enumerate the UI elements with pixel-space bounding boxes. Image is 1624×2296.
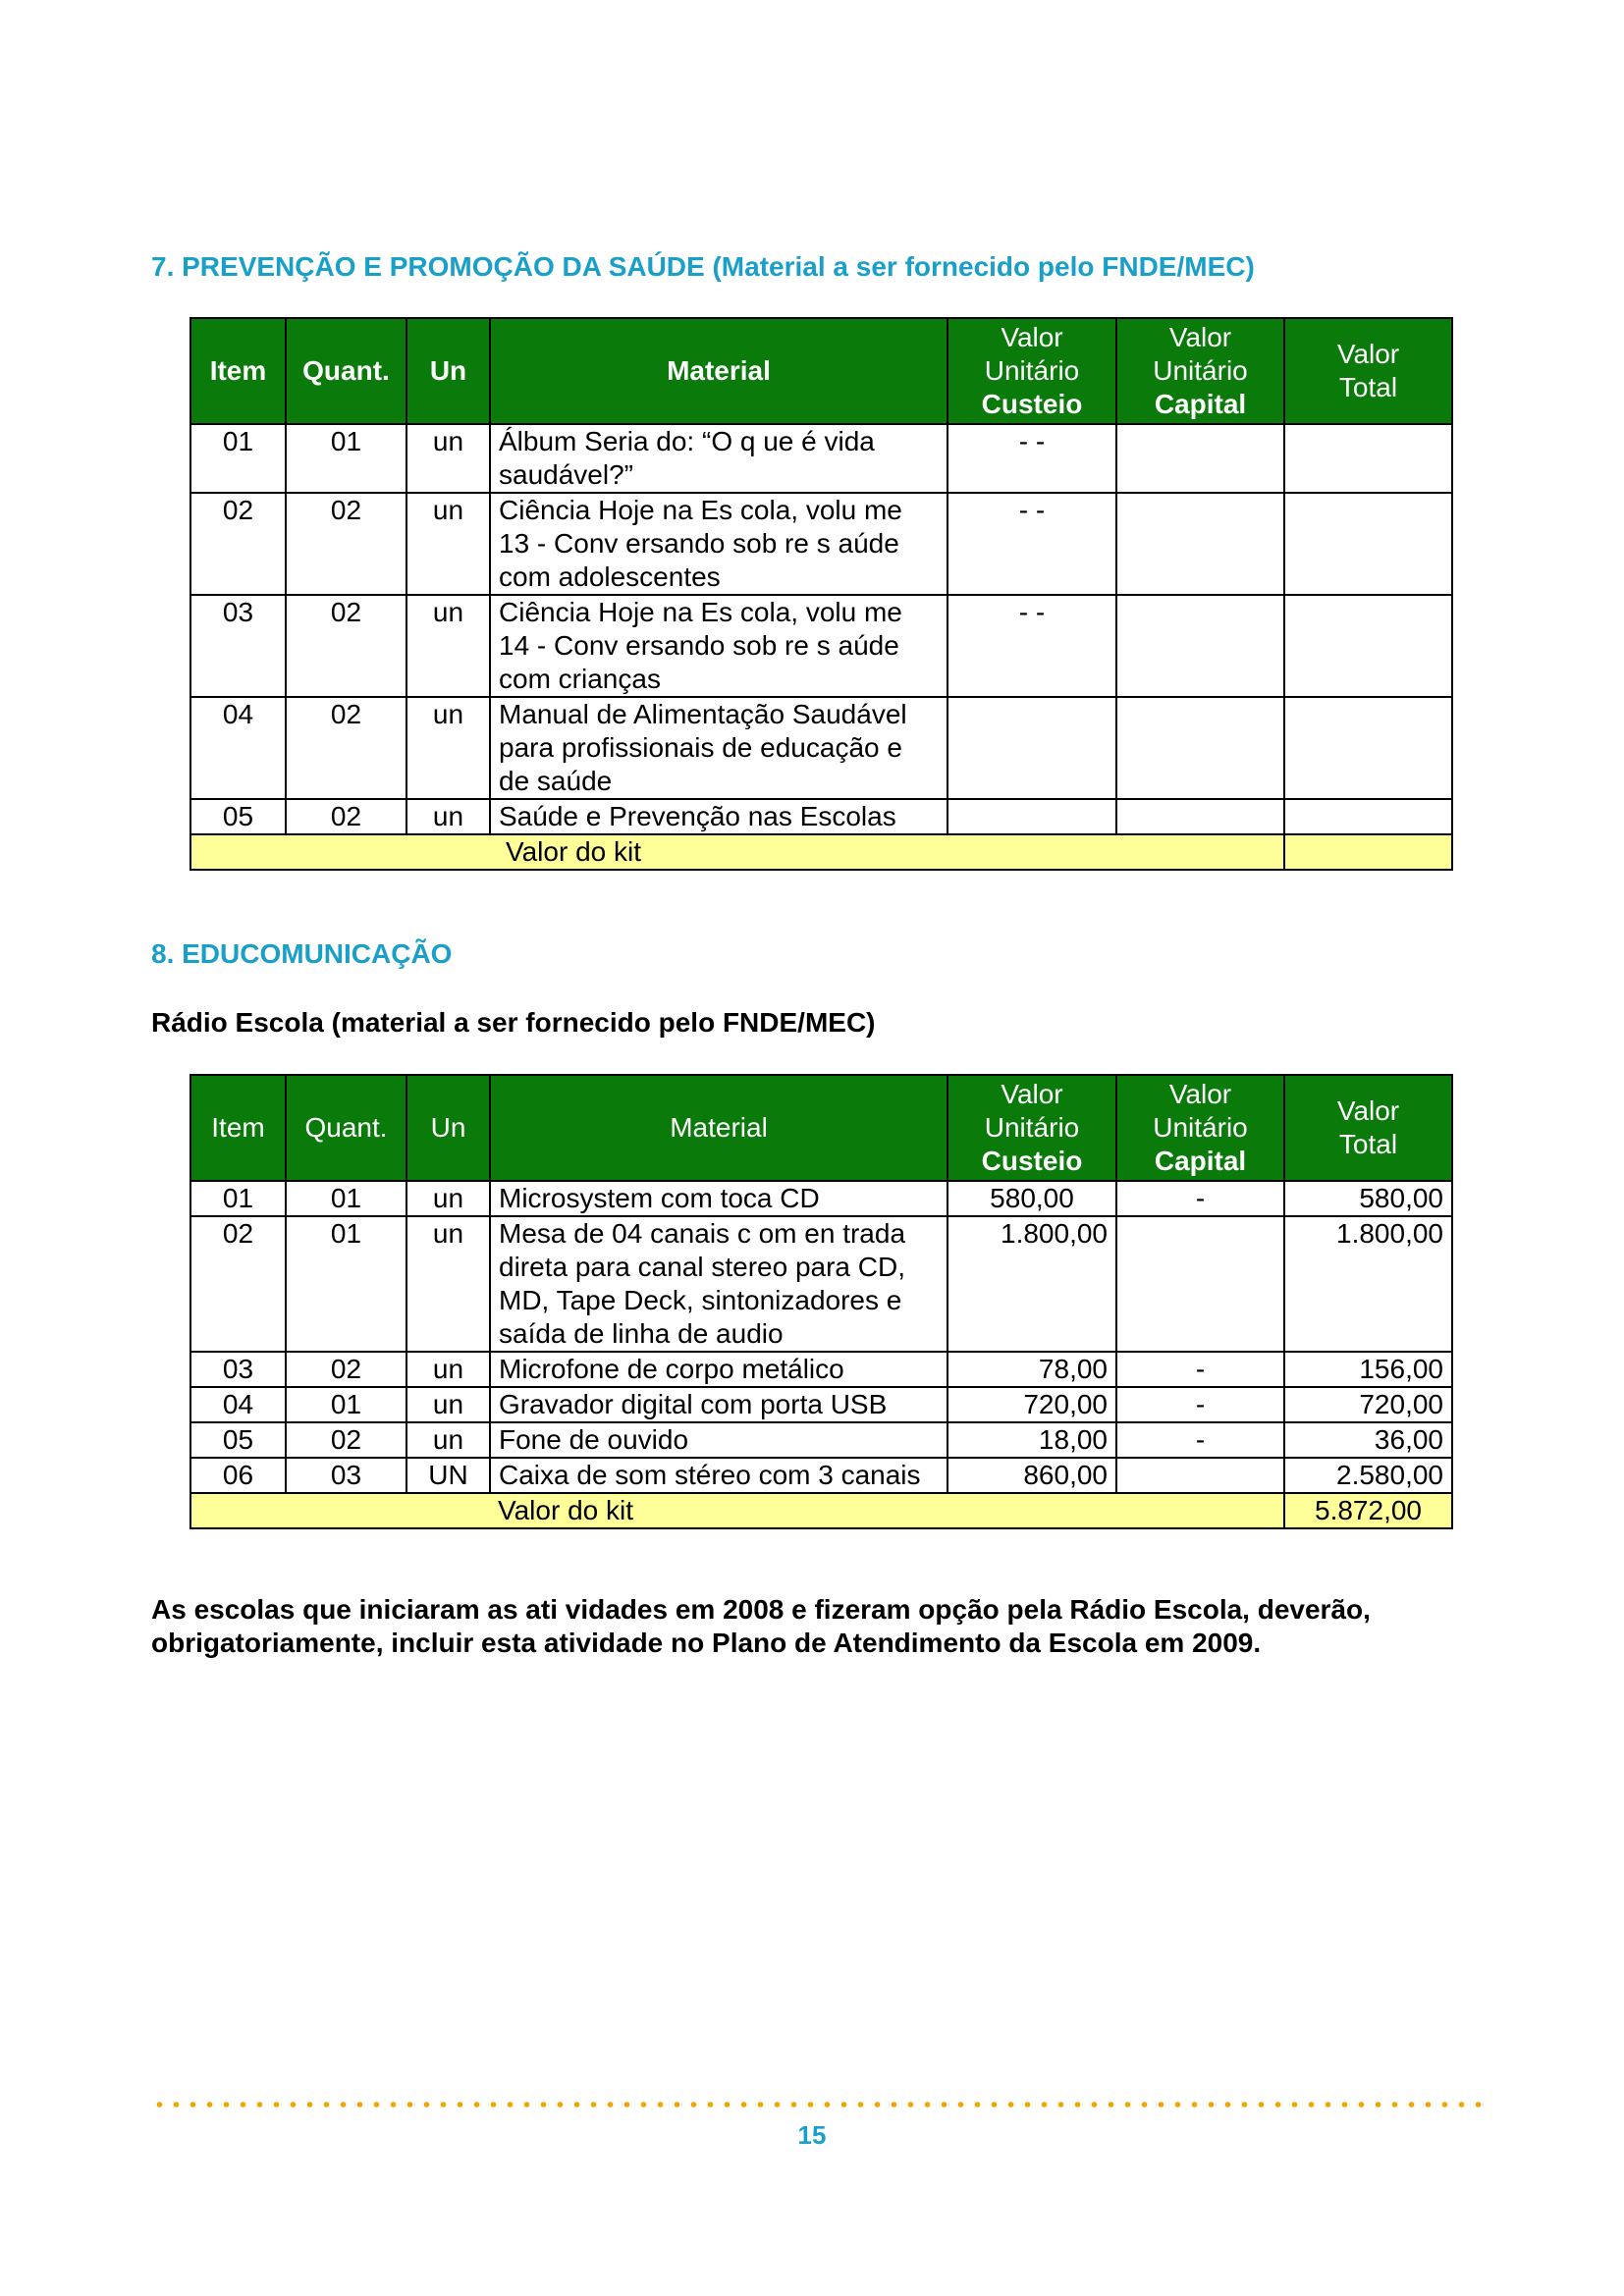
total-cell: 1.800,00 — [1284, 1216, 1452, 1352]
un-cell: un — [406, 697, 490, 799]
item-cell: 03 — [190, 595, 286, 697]
table-row — [190, 1352, 1452, 1387]
table-row — [190, 424, 1452, 493]
col-material-header: Material — [490, 1075, 947, 1181]
capital-cell — [1116, 697, 1284, 799]
un-cell: un — [406, 1422, 490, 1458]
material-cell: Álbum Seria do: “O q ue é vida saudável?” — [490, 424, 947, 493]
quant-cell: 02 — [286, 697, 406, 799]
kit-total-row — [190, 1493, 1452, 1528]
un-cell: un — [406, 1352, 490, 1387]
table-row — [190, 493, 1452, 595]
item-cell: 04 — [190, 1387, 286, 1422]
col-custeio-header: Valor Unitário Custeio — [947, 1075, 1116, 1181]
item-cell: 01 — [190, 1181, 286, 1216]
table-row — [190, 1422, 1452, 1458]
capital-cell: - — [1116, 1352, 1284, 1387]
capital-cell: - — [1116, 1181, 1284, 1216]
quant-cell: 01 — [286, 1181, 406, 1216]
quant-cell: 01 — [286, 1216, 406, 1352]
material-cell: Manual de Alimentação Saudável para profissionais de educação e de saúde — [490, 697, 947, 799]
capital-cell — [1116, 424, 1284, 493]
capital-cell — [1116, 1216, 1284, 1352]
total-cell: 2.580,00 — [1284, 1458, 1452, 1493]
kit-total-value — [1284, 834, 1452, 870]
custeio-cell: 580,00 — [947, 1181, 1116, 1216]
custeio-cell: - - — [947, 493, 1116, 595]
radio-kit-table — [189, 1074, 1453, 1529]
quant-cell: 02 — [286, 1352, 406, 1387]
col-custeio-header: Valor Unitário Custeio — [947, 318, 1116, 424]
un-cell: un — [406, 493, 490, 595]
col-item-header: Item — [190, 1075, 286, 1181]
total-cell — [1284, 799, 1452, 834]
quant-cell: 02 — [286, 595, 406, 697]
material-cell: Fone de ouvido — [490, 1422, 947, 1458]
total-cell — [1284, 424, 1452, 493]
un-cell: un — [406, 595, 490, 697]
material-cell: Gravador digital com porta USB — [490, 1387, 947, 1422]
kit-total-label: Valor do kit — [190, 1493, 1284, 1528]
table-row — [190, 697, 1452, 799]
quant-cell: 02 — [286, 493, 406, 595]
capital-cell: - — [1116, 1422, 1284, 1458]
col-un-header: Un — [406, 1075, 490, 1181]
material-cell: Microsystem com toca CD — [490, 1181, 947, 1216]
col-material-header: Material — [490, 318, 947, 424]
capital-cell — [1116, 493, 1284, 595]
health-kit-table — [189, 317, 1453, 871]
total-cell: 36,00 — [1284, 1422, 1452, 1458]
table-row — [190, 1181, 1452, 1216]
un-cell: un — [406, 424, 490, 493]
table-row — [190, 799, 1452, 834]
section7-title: 7. PREVENÇÃO E PROMOÇÃO DA SAÚDE (Material a ser fornecido pelo FNDE/MEC) — [151, 251, 1255, 282]
custeio-cell: 1.800,00 — [947, 1216, 1116, 1352]
material-cell: Ciência Hoje na Es cola, volu me 14 - Conv ersando sob re s aúde com crianças — [490, 595, 947, 697]
footer-dotted-rule — [151, 2101, 1482, 2109]
section8-title: 8. EDUCOMUNICAÇÃO — [151, 938, 453, 969]
col-capital-header: Valor Unitário Capital — [1116, 1075, 1284, 1181]
capital-cell: - — [1116, 1387, 1284, 1422]
un-cell: un — [406, 1387, 490, 1422]
item-cell: 05 — [190, 799, 286, 834]
un-cell: un — [406, 1181, 490, 1216]
col-quant-header: Quant. — [286, 1075, 406, 1181]
custeio-cell: 860,00 — [947, 1458, 1116, 1493]
custeio-cell: - - — [947, 595, 1116, 697]
capital-cell — [1116, 799, 1284, 834]
radio-school-note: As escolas que iniciaram as ati vidades em 2008 e fizeram opção pela Rádio Escola, deverão, obrigatoriamente, incluir esta atividade no Plano de Atendimento da Escola em 2009. — [151, 1594, 1371, 1658]
col-quant-header: Quant. — [286, 318, 406, 424]
quant-cell: 02 — [286, 1422, 406, 1458]
total-cell — [1284, 493, 1452, 595]
capital-cell — [1116, 1458, 1284, 1493]
total-cell: 156,00 — [1284, 1352, 1452, 1387]
table-row — [190, 1387, 1452, 1422]
capital-cell — [1116, 595, 1284, 697]
table-row — [190, 1216, 1452, 1352]
col-capital-header: Valor Unitário Capital — [1116, 318, 1284, 424]
material-cell: Saúde e Prevenção nas Escolas — [490, 799, 947, 834]
custeio-cell: - - — [947, 424, 1116, 493]
material-cell: Mesa de 04 canais c om en trada direta para canal stereo para CD, MD, Tape Deck, sintonizadores e saída de linha de audio — [490, 1216, 947, 1352]
total-cell: 720,00 — [1284, 1387, 1452, 1422]
un-cell: UN — [406, 1458, 490, 1493]
item-cell: 06 — [190, 1458, 286, 1493]
item-cell: 04 — [190, 697, 286, 799]
item-cell: 03 — [190, 1352, 286, 1387]
kit-total-label: Valor do kit — [190, 834, 1284, 870]
material-cell: Microfone de corpo metálico — [490, 1352, 947, 1387]
quant-cell: 01 — [286, 424, 406, 493]
table-row — [190, 595, 1452, 697]
section8-subtitle: Rádio Escola (material a ser fornecido pelo FNDE/MEC) — [151, 1007, 876, 1038]
total-cell — [1284, 595, 1452, 697]
quant-cell: 01 — [286, 1387, 406, 1422]
item-cell: 02 — [190, 493, 286, 595]
total-cell — [1284, 697, 1452, 799]
col-item-header: Item — [190, 318, 286, 424]
item-cell: 01 — [190, 424, 286, 493]
item-cell: 05 — [190, 1422, 286, 1458]
un-cell: un — [406, 799, 490, 834]
col-total-header: Valor Total — [1284, 1075, 1452, 1181]
item-cell: 02 — [190, 1216, 286, 1352]
col-total-header: Valor Total — [1284, 318, 1452, 424]
custeio-cell: 720,00 — [947, 1387, 1116, 1422]
custeio-cell: 18,00 — [947, 1422, 1116, 1458]
un-cell: un — [406, 1216, 490, 1352]
total-cell: 580,00 — [1284, 1181, 1452, 1216]
custeio-cell — [947, 697, 1116, 799]
kit-total-value: 5.872,00 — [1284, 1493, 1452, 1528]
table-row — [190, 1458, 1452, 1493]
quant-cell: 03 — [286, 1458, 406, 1493]
material-cell: Ciência Hoje na Es cola, volu me 13 - Conv ersando sob re s aúde com adolescentes — [490, 493, 947, 595]
material-cell: Caixa de som stéreo com 3 canais — [490, 1458, 947, 1493]
custeio-cell — [947, 799, 1116, 834]
kit-total-row — [190, 834, 1452, 870]
quant-cell: 02 — [286, 799, 406, 834]
page-number: 15 — [797, 2120, 827, 2150]
custeio-cell: 78,00 — [947, 1352, 1116, 1387]
col-un-header: Un — [406, 318, 490, 424]
